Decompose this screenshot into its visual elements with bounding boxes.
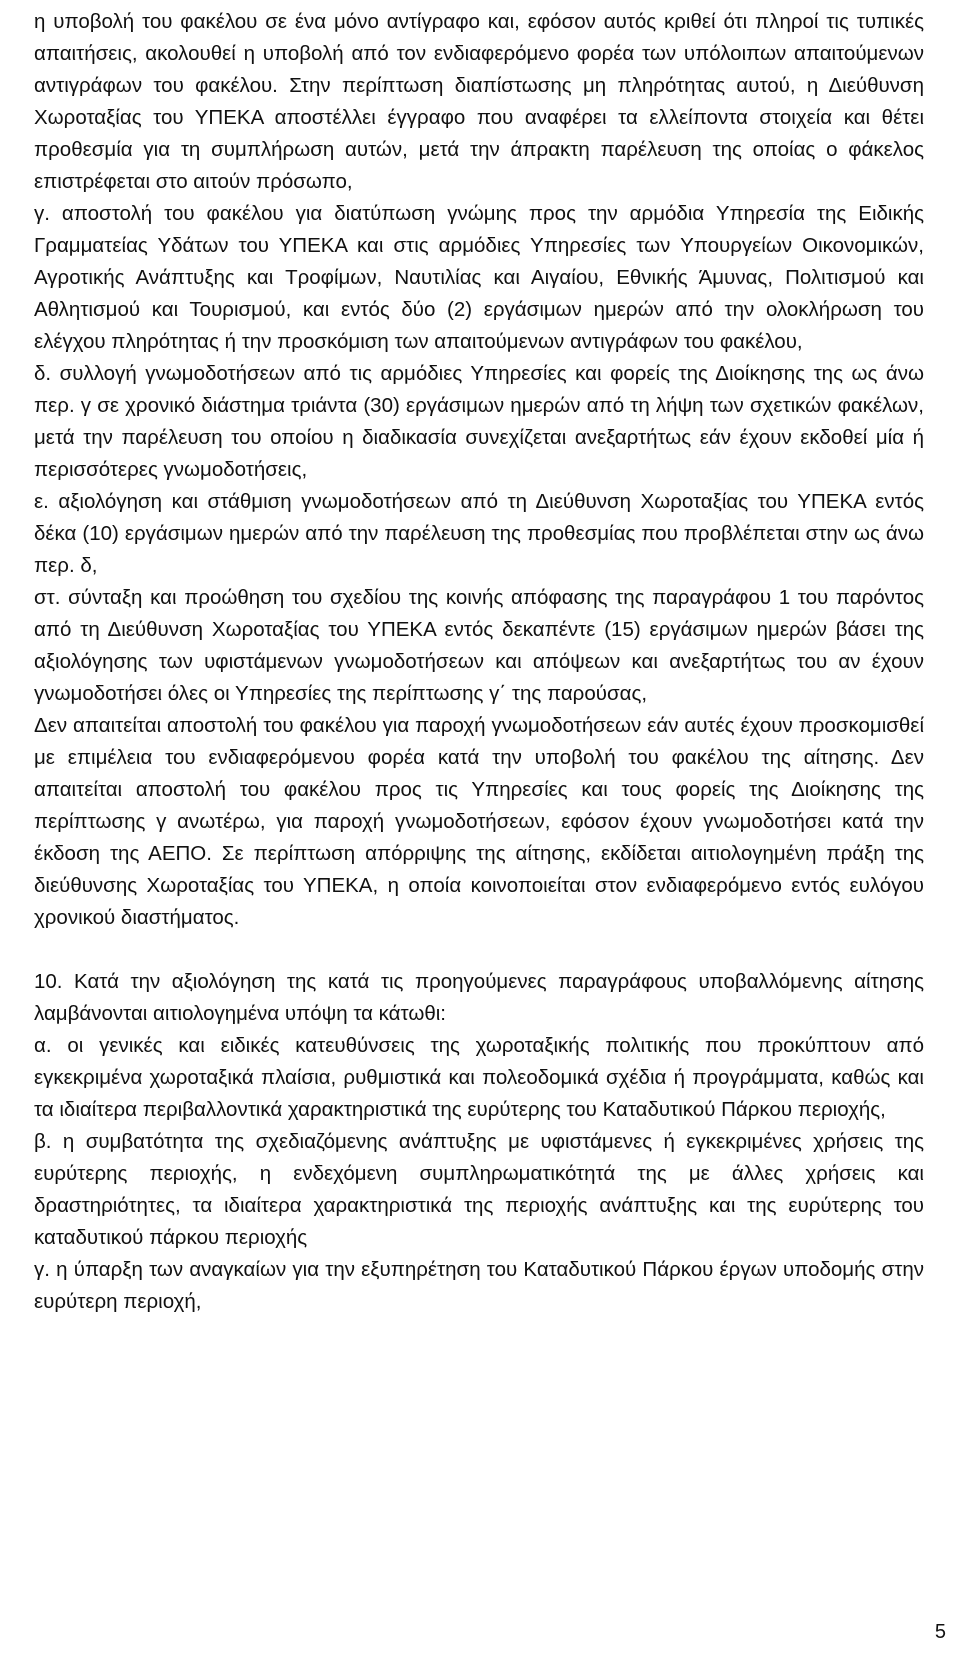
paragraph-10: 10. Κατά την αξιολόγηση της κατά τις προηγούμενες παραγράφους υποβαλλόμενης αίτησης λαμβάνονται αιτιολογημένα υπόψη τα κάτωθι: [34,970,924,1025]
list-item-alpha: α. οι γενικές και ειδικές κατευθύνσεις της χωροταξικής πολιτικής που προκύπτουν από εγκεκριμένα χωροταξικά πλαίσια, ρυθμιστικά και πολεοδομικά σχέδια ή προγράμματα, καθώς και τα ιδιαίτερα περιβαλλοντικά χαρακτηριστικά της ευρύτερης του Καταδυτικού Πάρκου περιοχής, [34,1034,924,1121]
list-item-gamma: γ. αποστολή του φακέλου για διατύπωση γνώμης προς την αρμόδια Υπηρεσία της Ειδικής Γραμματείας Υδάτων του ΥΠΕΚΑ και στις αρμόδιες Υπηρεσίες των Υπουργείων Οικονομικών, Αγροτικής Ανάπτυξης και Τροφίμων, Ναυτιλίας και Αιγαίου, Εθνικής Άμυνας, Πολιτισμού και Αθλητισμού και Τουρισμού, και εντός δύο (2) εργάσιμων ημερών από την ολοκλήρωση του ελέγχου πληρότητας ή την προσκόμιση των απαιτούμενων αντιγράφων του φακέλου, [34,202,924,353]
paragraph-no-submission: Δεν απαιτείται αποστολή του φακέλου για παροχή γνωμοδοτήσεων εάν αυτές έχουν προσκομισθεί με επιμέλεια του ενδιαφερόμενου φορέα κατά την υποβολή του φακέλου της αίτησης. Δεν απαιτείται αποστολή του φακέλου προς τις Υπηρεσίες και τους φορείς της Διοίκησης της περίπτωσης γ ανωτέρω, για παροχή γνωμοδοτήσεων, εφόσον έχουν γνωμοδοτήσει κατά την έκδοση της ΑΕΠΟ. Σε περίπτωση απόρριψης της αίτησης, εκδίδεται αιτιολογημένη πράξη της διεύθυνσης Χωροταξίας του ΥΠΕΚΑ, η οποία κοινοποιείται στον ενδιαφερόμενο εντός ευλόγου χρονικού διαστήματος. [34,714,924,929]
document-page [34,6,924,1318]
page-number: 5 [934,1621,946,1643]
list-item-delta: δ. συλλογή γνωμοδοτήσεων από τις αρμόδιες Υπηρεσίες και φορείς της Διοίκησης της ως άνω περ. γ σε χρονικό διάστημα τριάντα (30) εργάσιμων ημερών από τη λήψη των σχετικών φακέλων, μετά την παρέλευση του οποίου η διαδικασία συνεχίζεται ανεξαρτήτως εάν έχουν εκδοθεί μία ή περισσότερες γνωμοδοτήσεις, [34,362,924,481]
list-item-epsilon: ε. αξιολόγηση και στάθμιση γνωμοδοτήσεων από τη Διεύθυνση Χωροταξίας του ΥΠΕΚΑ εντός δέκα (10) εργάσιμων ημερών από την παρέλευση της προθεσμίας που προβλέπεται στην ως άνω περ. δ, [34,490,924,577]
list-item-gamma-2: γ. η ύπαρξη των αναγκαίων για την εξυπηρέτηση του Καταδυτικού Πάρκου έργων υποδομής στην ευρύτερη περιοχή, [34,1258,924,1313]
list-item-st: στ. σύνταξη και προώθηση του σχεδίου της κοινής απόφασης της παραγράφου 1 του παρόντος από τη Διεύθυνση Χωροταξίας του ΥΠΕΚΑ εντός δεκαπέντε (15) εργάσιμων ημερών βάσει της αξιολόγησης των υφιστάμενων γνωμοδοτήσεων και απόψεων και ανεξαρτήτως του αν έχουν γνωμοδοτήσει όλες οι Υπηρεσίες της περίπτωσης γ΄ της παρούσας, [34,586,924,705]
paragraph-continuation: η υποβολή του φακέλου σε ένα μόνο αντίγραφο και, εφόσον αυτός κριθεί ότι πληροί τις τυπικές απαιτήσεις, ακολουθεί η υποβολή από τον ενδιαφερόμενο φορέα των υπόλοιπων απαιτούμενων αντιγράφων του φακέλου. Στην περίπτωση διαπίστωσης μη πληρότητας αυτού, η Διεύθυνση Χωροταξίας του ΥΠΕΚΑ αποστέλλει έγγραφο που αναφέρει τα ελλείποντα στοιχεία και θέτει προθεσμία για τη συμπλήρωση αυτών, μετά την άπρακτη παρέλευση της οποίας ο φάκελος επιστρέφεται στο αιτούν πρόσωπο, [34,10,924,193]
list-item-beta: β. η συμβατότητα της σχεδιαζόμενης ανάπτυξης με υφιστάμενες ή εγκεκριμένες χρήσεις της ευρύτερης περιοχής, η ενδεχόμενη συμπληρωματικότητά της με άλλες χρήσεις και δραστηριότητες, τα ιδιαίτερα χαρακτηριστικά της περιοχής ανάπτυξης και της ευρύτερης του καταδυτικού πάρκου περιοχής [34,1130,924,1249]
paragraph-gap [34,934,924,966]
